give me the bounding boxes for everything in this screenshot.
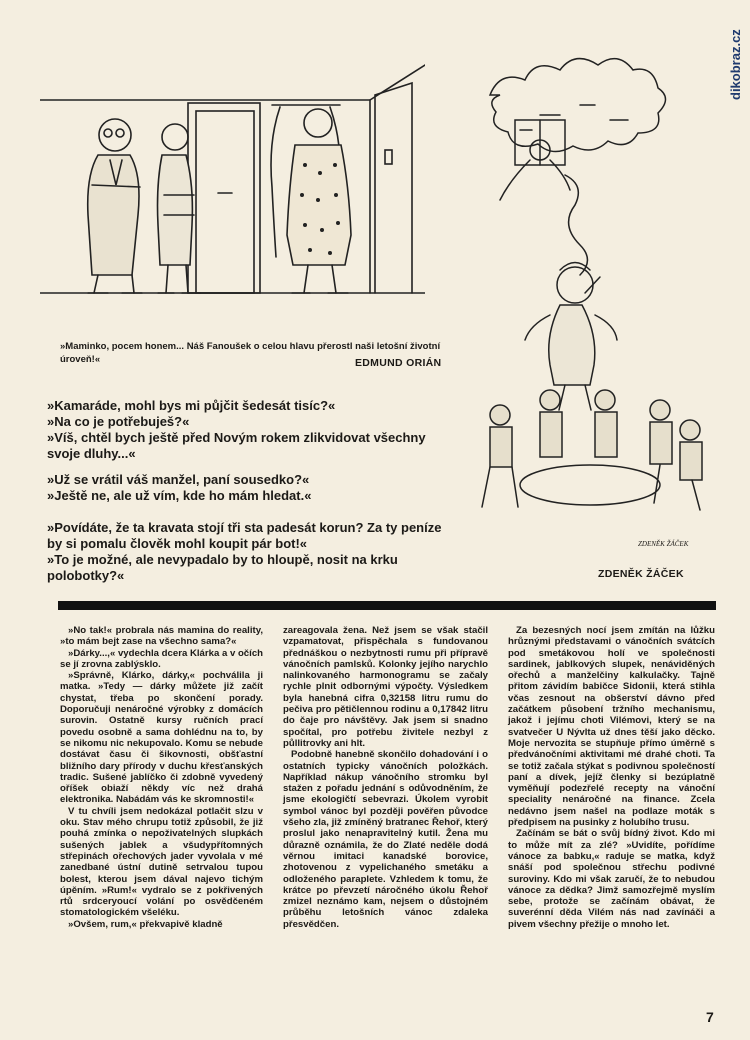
- joke-3-line-2: »To je možné, ale nevypadalo by to hloupě, nosit na krku polobotky?«: [47, 552, 398, 583]
- column-3-paragraph: Za bezesných nocí jsem zmítán na lůžku hrůznými představami o vánočních svátcích pod smetákovou holí ve společnosti sardinek, jablkových slupek, nenáviděných ořechů a manželčiny kalkulačky. Tajně přitom závidím babičce Sidonii, která stihla včas zesnout na obšerství dávno před začátkem působení tržního mechanismu, jakož i jejímu choti Vilémovi, který se na svatvečer U Nývlta už dnes těší jako děcko. Moje nervozita se stupňuje přímo úměrně s předvánočními aktivitami mé drahé choti. Ta se totiž začala stýkat s podivnou společností paní a dívek, jejíž členky si bezúplatně vyměňují podezřelé recepty na vánoční speciality nenáročné na finance. Zcela nedávno jsem našel na podlaze moták s předpisem na pusinky z holubího trusu.: [508, 625, 715, 829]
- joke-3-line-1: »Povídáte, že ta kravata stojí tři sta padesát korun? Za ty peníze by si pomalu člověk mohl koupit pár bot!«: [47, 520, 442, 551]
- column-3-paragraph: Začínám se bát o svůj bídný život. Kdo mi to může mít za zlé? »Uvidíte, pořídíme vánoce za babku,« raduje se matka, když snáší pod společnou střechu podivné suroviny. Kdo mi však zaručí, že to nebudou vánoce za dědka? Jimž samozřejmě myslím sebe, protože se začínám obávat, že suverénní děda Vilém nás nad zavínáči a pivem všechny přežije o mnoho let.: [508, 828, 715, 930]
- article-column-1: [60, 625, 263, 930]
- cartoon-fire-illustration: [460, 55, 715, 555]
- column-2-paragraph: Podobně hanebně skončilo dohadování i o ostatních typicky vánočních položkách. Například nákup vánočního stromku byl stažen z pořadu jednání s odůvodněním, že jsme ekologičtí sebevrazi. Úkolem vyrobit symbol vánoc byl později pověřen původce všeho zla, již zmíněný bratranec Řehoř, který proslul jako nenapravitelný kutil. Žena mu důrazně oznámila, že do Zlaté neděle dodá věrnou imitaci kanadské borovice, zhotovenou z vypelichaného smetáku a odloženého paraplete. Vzhledem k tomu, že krátce po převzetí náročného úkolu Řehoř zmizel neznámo kam, nejsem o důstojném průběhu letošních vánoc zdaleka přesvědčen.: [283, 749, 488, 930]
- section-divider-bar: [58, 601, 716, 610]
- page-number: 7: [706, 1009, 714, 1025]
- cartoon2-signature: ZDENĚK ŽÁČEK: [638, 540, 689, 548]
- cartoon-family-illustration: [40, 55, 425, 320]
- column-1-paragraph: »Ovšem, rum,« překvapivě kladně: [68, 918, 223, 930]
- column-1-paragraph: »Správně, Klárko, dárky,« pochválila ji matka. »Tedy — dárky můžete již začít chystat, třeba po skončení porady. Doporučuji nenáročné výrobky z domácích surovin. Ostatně kursy ručních prací povedu osobně a sama dohlédnu na to, by se nikomu nic nekupovalo. Komu se nebude dostávat času či šikovnosti, obšťastní bližního dary přírody v duchu křesťanských tradic. Sušené jablíčko či zdobně vyvedený oříšek obiaží někdy víc než drahá elektronika. Nabádám vás ke skromnosti!«: [60, 670, 263, 806]
- watermark: dikobraz.cz: [728, 29, 743, 101]
- joke-1-line-3: »Víš, chtěl bych ještě před Novým rokem zlikvidovat všechny svoje dluhy...«: [47, 430, 426, 461]
- joke-2-line-2: »Ještě ne, ale už vím, kde ho mám hledat.«: [47, 488, 312, 503]
- column-2-paragraph: zareagovala žena. Než jsem se však stačil vzpamatovat, přispěchala s fundovanou přednáškou o nezbytnosti rumu při přípravě vánočních pamlsků. Kolonky jejího narychlo nalinkovaného harmonogramu se začaly rychle plnit odbornými výpočty. Výsledkem byla hanebná cifra 0,32158 litru rumu do pečiva pro pětičlennou rodinu a 0,17842 litru do čaje pro návštěvy. Jak jsem si snadno spočítal, pro potřebu živitele nezbyl z půllitrovky ani hlt.: [283, 625, 488, 749]
- joke-2-line-1: »Už se vrátil váš manžel, paní sousedko?«: [47, 472, 310, 487]
- cartoon2-author: ZDENĚK ŽÁČEK: [598, 568, 684, 580]
- column-1-paragraph: »No tak!« probrala nás mamina do reality, »to mám bejt zase na všechno sama?«: [60, 625, 263, 648]
- column-1-paragraph: V tu chvíli jsem nedokázal potlačit slzu v oku. Stav mého chrupu totiž způsobil, že již pouhá zmínka o nepoživatelných slupkách sušených jablek a všudypřítomných střepinách ořechových jader vyvolala v mé zanedbané ústní dutině setrvalou tupou bolest, kterou jsem dával najevo tichým úpěním. »Rum!« vydralo se z pokřivených rtů srdceryoucí volání po osvědčeném stomatologickém všeléku.: [60, 805, 263, 919]
- joke-3: [47, 520, 442, 584]
- cartoon1-caption: »Maminko, pocem honem... Náš Fanoušek o celou hlavu přerostl naši letošní životní úroveň!«: [60, 341, 441, 365]
- joke-1-line-2: »Na co je potřebuješ?«: [47, 414, 190, 429]
- joke-1: [47, 398, 442, 462]
- joke-1-line-1: »Kamaráde, mohl bys mi půjčit šedesát tisíc?«: [47, 398, 336, 413]
- joke-2: [47, 472, 442, 504]
- article-column-2: [283, 625, 488, 930]
- article-column-3: [508, 625, 715, 930]
- column-1-paragraph: »Dárky...,« vydechla dcera Klárka a v očích se jí zrovna zablýsklo.: [60, 647, 264, 670]
- cartoon1-author: EDMUND ORIÁN: [355, 357, 442, 369]
